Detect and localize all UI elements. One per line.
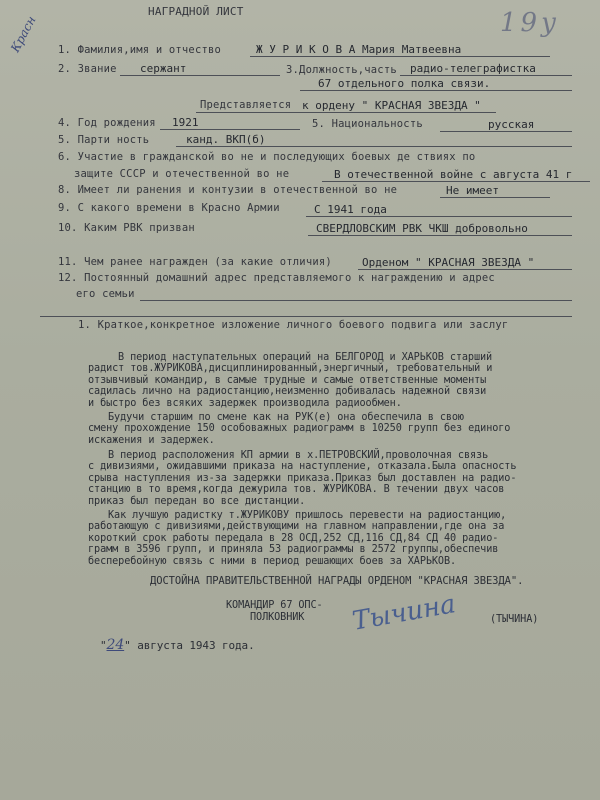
field-label-rank: 2. Звание — [58, 63, 117, 75]
text-line: отзывчивый командир, в самые трудные и самые ответственные моменты — [88, 374, 487, 386]
document-title: НАГРАДНОЙ ЛИСТ — [148, 5, 244, 18]
underline — [322, 181, 590, 182]
margin-note-handwritten: Красн — [8, 13, 39, 55]
field-value-participation: В отечественной войне с августа 41 г — [334, 168, 573, 181]
text-line: Будучи старшим по смене как на РУК(е) она обеспечила в свою — [108, 412, 464, 423]
paragraph-4 — [88, 510, 506, 567]
corner-mark-handwritten: 19у — [500, 8, 561, 38]
underline — [250, 56, 550, 57]
text-line: работающую с дивизиями,действующими на главном направлении,где она за — [88, 521, 505, 533]
nominated-label: Представляется — [200, 99, 292, 111]
field-value-previous-awards: Орденом " КРАСНАЯ ЗВЕЗДА " — [362, 256, 535, 269]
field-label-participation-cont: защите СССР и отечественной во не — [74, 168, 290, 180]
text-line: станцию в то время,когда дежурила тов. ЖУРИКОВА. В течении двух часов — [88, 484, 505, 496]
signature-title-line2: ПОЛКОВНИК — [250, 612, 305, 623]
nominated-award: к ордену " КРАСНАЯ ЗВЕЗДА " — [302, 99, 481, 112]
text-line: с дивизиями, ожидавшими приказа на наступление, отказала.Была опасность — [88, 461, 517, 473]
signature-handwritten: Тычина — [350, 589, 458, 637]
underline — [120, 75, 280, 76]
underline — [196, 112, 496, 113]
field-value-party: канд. ВКП(б) — [186, 133, 266, 146]
text-line: В период наступательных операций на БЕЛГОРОД и ХАРЬКОВ старший — [118, 352, 493, 363]
field-label-participation: 6. Участие в гражданской во не и последующих боевых де ствиях по — [58, 151, 476, 163]
text-line: радист тов.ЖУРИКОВА,дисциплинированный,энергичный, требовательный и — [88, 363, 493, 375]
signature-title-line1: КОМАНДИР 67 ОПС- — [226, 600, 323, 611]
underline — [176, 146, 572, 147]
field-value-fullname: Ж У Р И К О В А Мария Матвеевна — [256, 43, 462, 56]
field-value-nationality: русская — [488, 118, 535, 131]
field-value-birth-year: 1921 — [172, 116, 199, 129]
conclusion-text: ДОСТОЙНА ПРАВИТЕЛЬСТВЕННОЙ НАГРАДЫ ОРДЕНОМ "КРАСНАЯ ЗВЕЗДА". — [150, 575, 524, 587]
text-line: короткий срок работы передала в 28 ОСД,252 СД,116 СД,84 СД 40 радио- — [88, 532, 499, 544]
section-heading: 1. Краткое,конкретное изложение личного боевого подвига или заслуг — [78, 319, 509, 331]
paragraph-3 — [88, 450, 516, 507]
underline — [358, 269, 572, 270]
date-quote: " — [100, 639, 107, 652]
field-label-party: 5. Парти ность — [58, 134, 150, 146]
paragraph-1 — [88, 352, 492, 409]
document-date — [100, 637, 255, 653]
text-line: грамм в 3596 групп, и приняла 53 радиограммы в 2572 группы,обеспечив — [88, 544, 499, 556]
field-label-previous-awards: 11. Чем ранее награжден (за какие отличия) — [58, 256, 332, 268]
text-line: Как лучшую радистку т.ЖУРИКОВУ пришлось перевести на радиостанцию, — [108, 510, 507, 521]
field-label-birth-year: 4. Год рождения — [58, 117, 156, 129]
text-line: приказ был передан во все дистанции. — [88, 495, 306, 507]
text-line: бесперебойную связь с ними в период решающих боев за ХАРЬКОВ. — [88, 555, 457, 567]
field-value-unit: 67 отдельного полка связи. — [318, 77, 491, 90]
field-label-address: 12. Постоянный домашний адрес представляемого к награждению и адрес — [58, 272, 495, 284]
field-label-address-cont: его семьи — [76, 288, 135, 300]
underline — [306, 216, 572, 217]
field-label-army-since: 9. С какого времени в Красно Армии — [58, 202, 280, 214]
underline — [40, 316, 572, 317]
field-value-position: радио-телеграфистка — [410, 62, 536, 75]
field-label-nationality: 5. Национальность — [312, 118, 423, 130]
text-line: искажения и задержек. — [88, 434, 215, 446]
date-day-handwritten: 24 — [106, 637, 125, 653]
field-value-rank: сержант — [140, 62, 187, 75]
underline — [308, 235, 572, 236]
field-label-drafted-by: 10. Каким РВК призван — [58, 222, 195, 234]
signature-name: (ТЫЧИНА) — [490, 614, 539, 625]
field-value-army-since: С 1941 года — [314, 203, 387, 216]
field-value-drafted-by: СВЕРДЛОВСКИМ РВК ЧКШ добровольно — [316, 222, 528, 235]
text-line: В период расположения КП армии в х.ПЕТРОВСКИЙ,проволочная связь — [108, 450, 489, 461]
field-label-wounds: 8. Имеет ли ранения и контузии в отечественной во не — [58, 184, 398, 196]
underline — [440, 197, 550, 198]
field-value-wounds: Не имеет — [446, 184, 499, 197]
underline — [440, 131, 572, 132]
field-label-fullname: 1. Фамилия,имя и отчество — [58, 44, 222, 56]
date-rest: " августа 1943 года. — [124, 639, 255, 652]
field-label-position: 3.Должность,часть — [286, 64, 397, 76]
text-line: смену прохождение 150 особоважных радиограмм в 10250 групп без единого — [88, 423, 511, 435]
paragraph-2 — [88, 412, 510, 446]
text-line: срыва наступления из-за задержки приказа.Приказ был доставлен на радио- — [88, 472, 517, 484]
underline — [400, 75, 572, 76]
underline — [160, 129, 300, 130]
text-line: и быстро без всяких задержек производила радиообмен. — [88, 397, 402, 409]
text-line: садилась лично на радиостанцию,неизменно добивалась надежной связи — [88, 386, 487, 398]
underline — [140, 300, 572, 301]
underline — [300, 90, 572, 91]
